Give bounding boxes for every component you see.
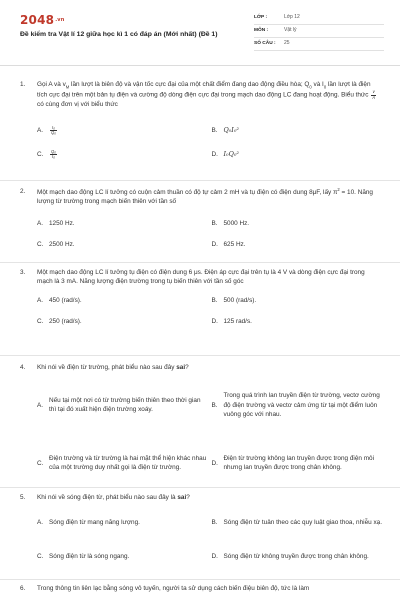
stem-text: Gọi A và v [37, 81, 66, 88]
options-grid [37, 296, 382, 327]
option-b[interactable] [212, 510, 383, 534]
options-grid [37, 123, 382, 161]
question-body [37, 363, 382, 487]
meta-table [254, 12, 384, 51]
stem-text: Khi nói về điện từ trường, phát biểu nào sau đây [37, 364, 177, 371]
option-label: A. [37, 518, 44, 526]
option-text: Nếu tại một nơi có từ trường biến thiên theo thời gian thì tại đó xuất hiện điện trường xoáy. [49, 397, 201, 414]
question-number: 1. [20, 81, 26, 88]
option-label: D. [211, 150, 218, 158]
stem-subscript: 0 [323, 84, 327, 90]
question-stem: Trong thông tin liên lạc bằng sóng vô tuyến, người ta sử dụng cách biến điệu biên độ, tức là làm [37, 585, 310, 592]
option-d[interactable] [212, 438, 383, 488]
question-body [37, 493, 382, 579]
question-stem [37, 80, 382, 109]
option-label: C. [37, 459, 44, 467]
options-grid [37, 219, 382, 250]
stem-text: lần lượt là điện tích cực đại trên một bản tụ điện và cường độ dòng điện cực đại trong mạch dao động LC đang hoạt động. Biểu thức [37, 81, 371, 99]
meta-value: Vật lý [284, 27, 297, 34]
meta-key: SỐ CÂU : [254, 40, 276, 46]
logo-text: 2048 [20, 13, 55, 27]
stem-emphasis: sai [176, 364, 186, 371]
options-grid [37, 510, 382, 568]
option-label: C. [37, 317, 44, 325]
option-label: C. [37, 150, 44, 158]
meta-value: Lớp 12 [284, 14, 300, 21]
question-number: 5. [20, 494, 26, 501]
stem-text: Khi nói về sóng điện từ, phát biểu nào sau đây là [37, 494, 178, 501]
option-math: Q₀I₀² [223, 125, 239, 134]
option-text: 125 rad/s. [223, 317, 252, 325]
option-b[interactable] [212, 296, 383, 305]
option-b[interactable] [212, 123, 383, 137]
meta-row-subject [254, 25, 384, 38]
option-a[interactable] [37, 510, 208, 534]
option-label: D. [211, 240, 218, 248]
option-a[interactable] [37, 219, 208, 228]
fraction-denominator: I₀ [52, 153, 55, 159]
option-d[interactable] [212, 240, 383, 249]
option-c[interactable] [37, 438, 208, 488]
stem-text: ? [185, 364, 189, 371]
option-text: 250 (rad/s). [49, 317, 82, 325]
option-a[interactable] [37, 123, 208, 137]
meta-key: MÔN : [254, 27, 269, 33]
option-text: Trong quá trình lan truyền điện từ trường, vectơ cường độ điện trường và vectơ cảm ứng từ tại một điểm luôn vuông góc với nhau. [223, 392, 380, 418]
option-d[interactable] [212, 147, 383, 161]
question-6 [0, 580, 400, 600]
stem-emphasis: sai [177, 494, 187, 501]
option-text: 500 (rad/s). [223, 296, 257, 304]
option-c[interactable] [37, 147, 208, 161]
stem-subscript: M [65, 84, 70, 90]
option-text: 5000 Hz. [223, 219, 250, 227]
option-label: A. [37, 401, 44, 409]
option-label: B. [211, 126, 218, 134]
option-text: 1250 Hz. [49, 219, 75, 227]
stem-subscript: 0 [309, 84, 312, 90]
logo-suffix: .vn [55, 16, 65, 23]
option-label: C. [37, 552, 44, 560]
question-stem [37, 493, 382, 502]
stem-text: Một mạch dao động LC lí tưởng có cuộn cảm thuần có độ tự cảm 2 mH và tụ điện có điện dung 8μF, lấy π [37, 189, 338, 197]
fraction-numerator: I₀ [50, 126, 57, 131]
question-number: 4. [20, 364, 26, 371]
question-3 [0, 263, 400, 356]
option-label: D. [211, 317, 218, 325]
option-text: Sóng điện từ là sóng ngang. [49, 552, 130, 560]
option-text: Điện từ trường không lan truyền được trong điện môi nhưng lan truyền được trong chân không. [223, 455, 375, 472]
option-c[interactable] [37, 317, 208, 326]
option-label: B. [211, 518, 218, 526]
option-d[interactable] [212, 544, 383, 568]
option-d[interactable] [212, 317, 383, 326]
options-grid [37, 380, 382, 488]
fraction-denominator: Q₀ [51, 129, 57, 135]
option-b[interactable] [212, 380, 383, 430]
stem-text: = 10. Năng lượng từ trường trong mạch biến thiên với tần số [37, 189, 373, 206]
option-a[interactable] [37, 296, 208, 305]
option-label: C. [37, 240, 44, 248]
stem-fraction [371, 90, 376, 99]
stem-text: lần lượt là biên độ và vận tốc cực đại của một chất điểm đang dao động điều hòa; Q [69, 81, 310, 88]
question-5 [0, 488, 400, 580]
fraction-numerator: Q₀ [51, 148, 57, 154]
question-body [37, 584, 382, 600]
page-title: Đề kiểm tra Vật lí 12 giữa học kì 1 có đáp án (Mới nhất) (Đề 1) [20, 31, 218, 38]
option-label: A. [37, 126, 44, 134]
option-fraction [50, 150, 57, 159]
option-label: D. [211, 552, 218, 560]
question-number: 3. [20, 269, 26, 276]
option-a[interactable] [37, 380, 208, 430]
question-2 [0, 181, 400, 263]
option-label: D. [211, 459, 218, 467]
question-number: 6. [20, 585, 26, 592]
question-body [37, 268, 382, 355]
option-text: Sóng điện từ tuân theo các quy luật giao thoa, nhiễu xạ. [223, 518, 382, 526]
meta-row-count [254, 38, 384, 51]
option-c[interactable] [37, 544, 208, 568]
fraction-denominator: A [372, 94, 376, 100]
stem-text: ? [186, 494, 190, 501]
question-stem: Một mạch dao động LC lí tưởng tụ điện có điện dung 6 μs. Điện áp cực đại trên tụ là 4 V và dòng điện cực đại trong mạch là 3 mA. Năng lượng điện trường trong tụ biến thiên với tần số góc [37, 269, 365, 286]
option-text: 2500 Hz. [49, 240, 75, 248]
option-text: Sóng điện từ không truyền được trong chân không. [223, 552, 369, 560]
meta-value: 25 [284, 40, 290, 47]
question-stem [37, 187, 382, 207]
question-body [37, 80, 382, 180]
meta-key: LỚP : [254, 14, 268, 20]
meta-row-class [254, 12, 384, 25]
option-math: I₀Q₀² [223, 149, 239, 158]
option-b[interactable] [212, 219, 383, 228]
question-body [37, 187, 382, 262]
option-text: 450 (rad/s). [49, 296, 82, 304]
option-label: A. [37, 296, 44, 304]
option-label: B. [211, 296, 218, 304]
fraction-numerator: v [372, 89, 375, 95]
option-text: 625 Hz. [223, 240, 246, 248]
option-fraction [50, 126, 57, 135]
site-logo[interactable] [20, 12, 65, 29]
stem-superscript: 2 [337, 187, 340, 192]
question-4 [0, 356, 400, 488]
option-label: B. [211, 401, 218, 409]
option-text: Sóng điện từ mang năng lượng. [49, 518, 140, 526]
option-c[interactable] [37, 240, 208, 249]
option-text: Điện trường và từ trường là hai mặt thể hiện khác nhau của một trường duy nhất gọi là điện từ trường. [49, 455, 207, 472]
question-list [0, 74, 400, 600]
question-1 [0, 74, 400, 181]
stem-text: có cùng đơn vị với biểu thức [37, 101, 118, 109]
stem-text: và I [311, 81, 324, 88]
option-label: A. [37, 219, 44, 227]
option-label: B. [211, 219, 218, 227]
question-stem [37, 363, 382, 372]
page-header [0, 0, 400, 66]
question-number: 2. [20, 188, 26, 195]
